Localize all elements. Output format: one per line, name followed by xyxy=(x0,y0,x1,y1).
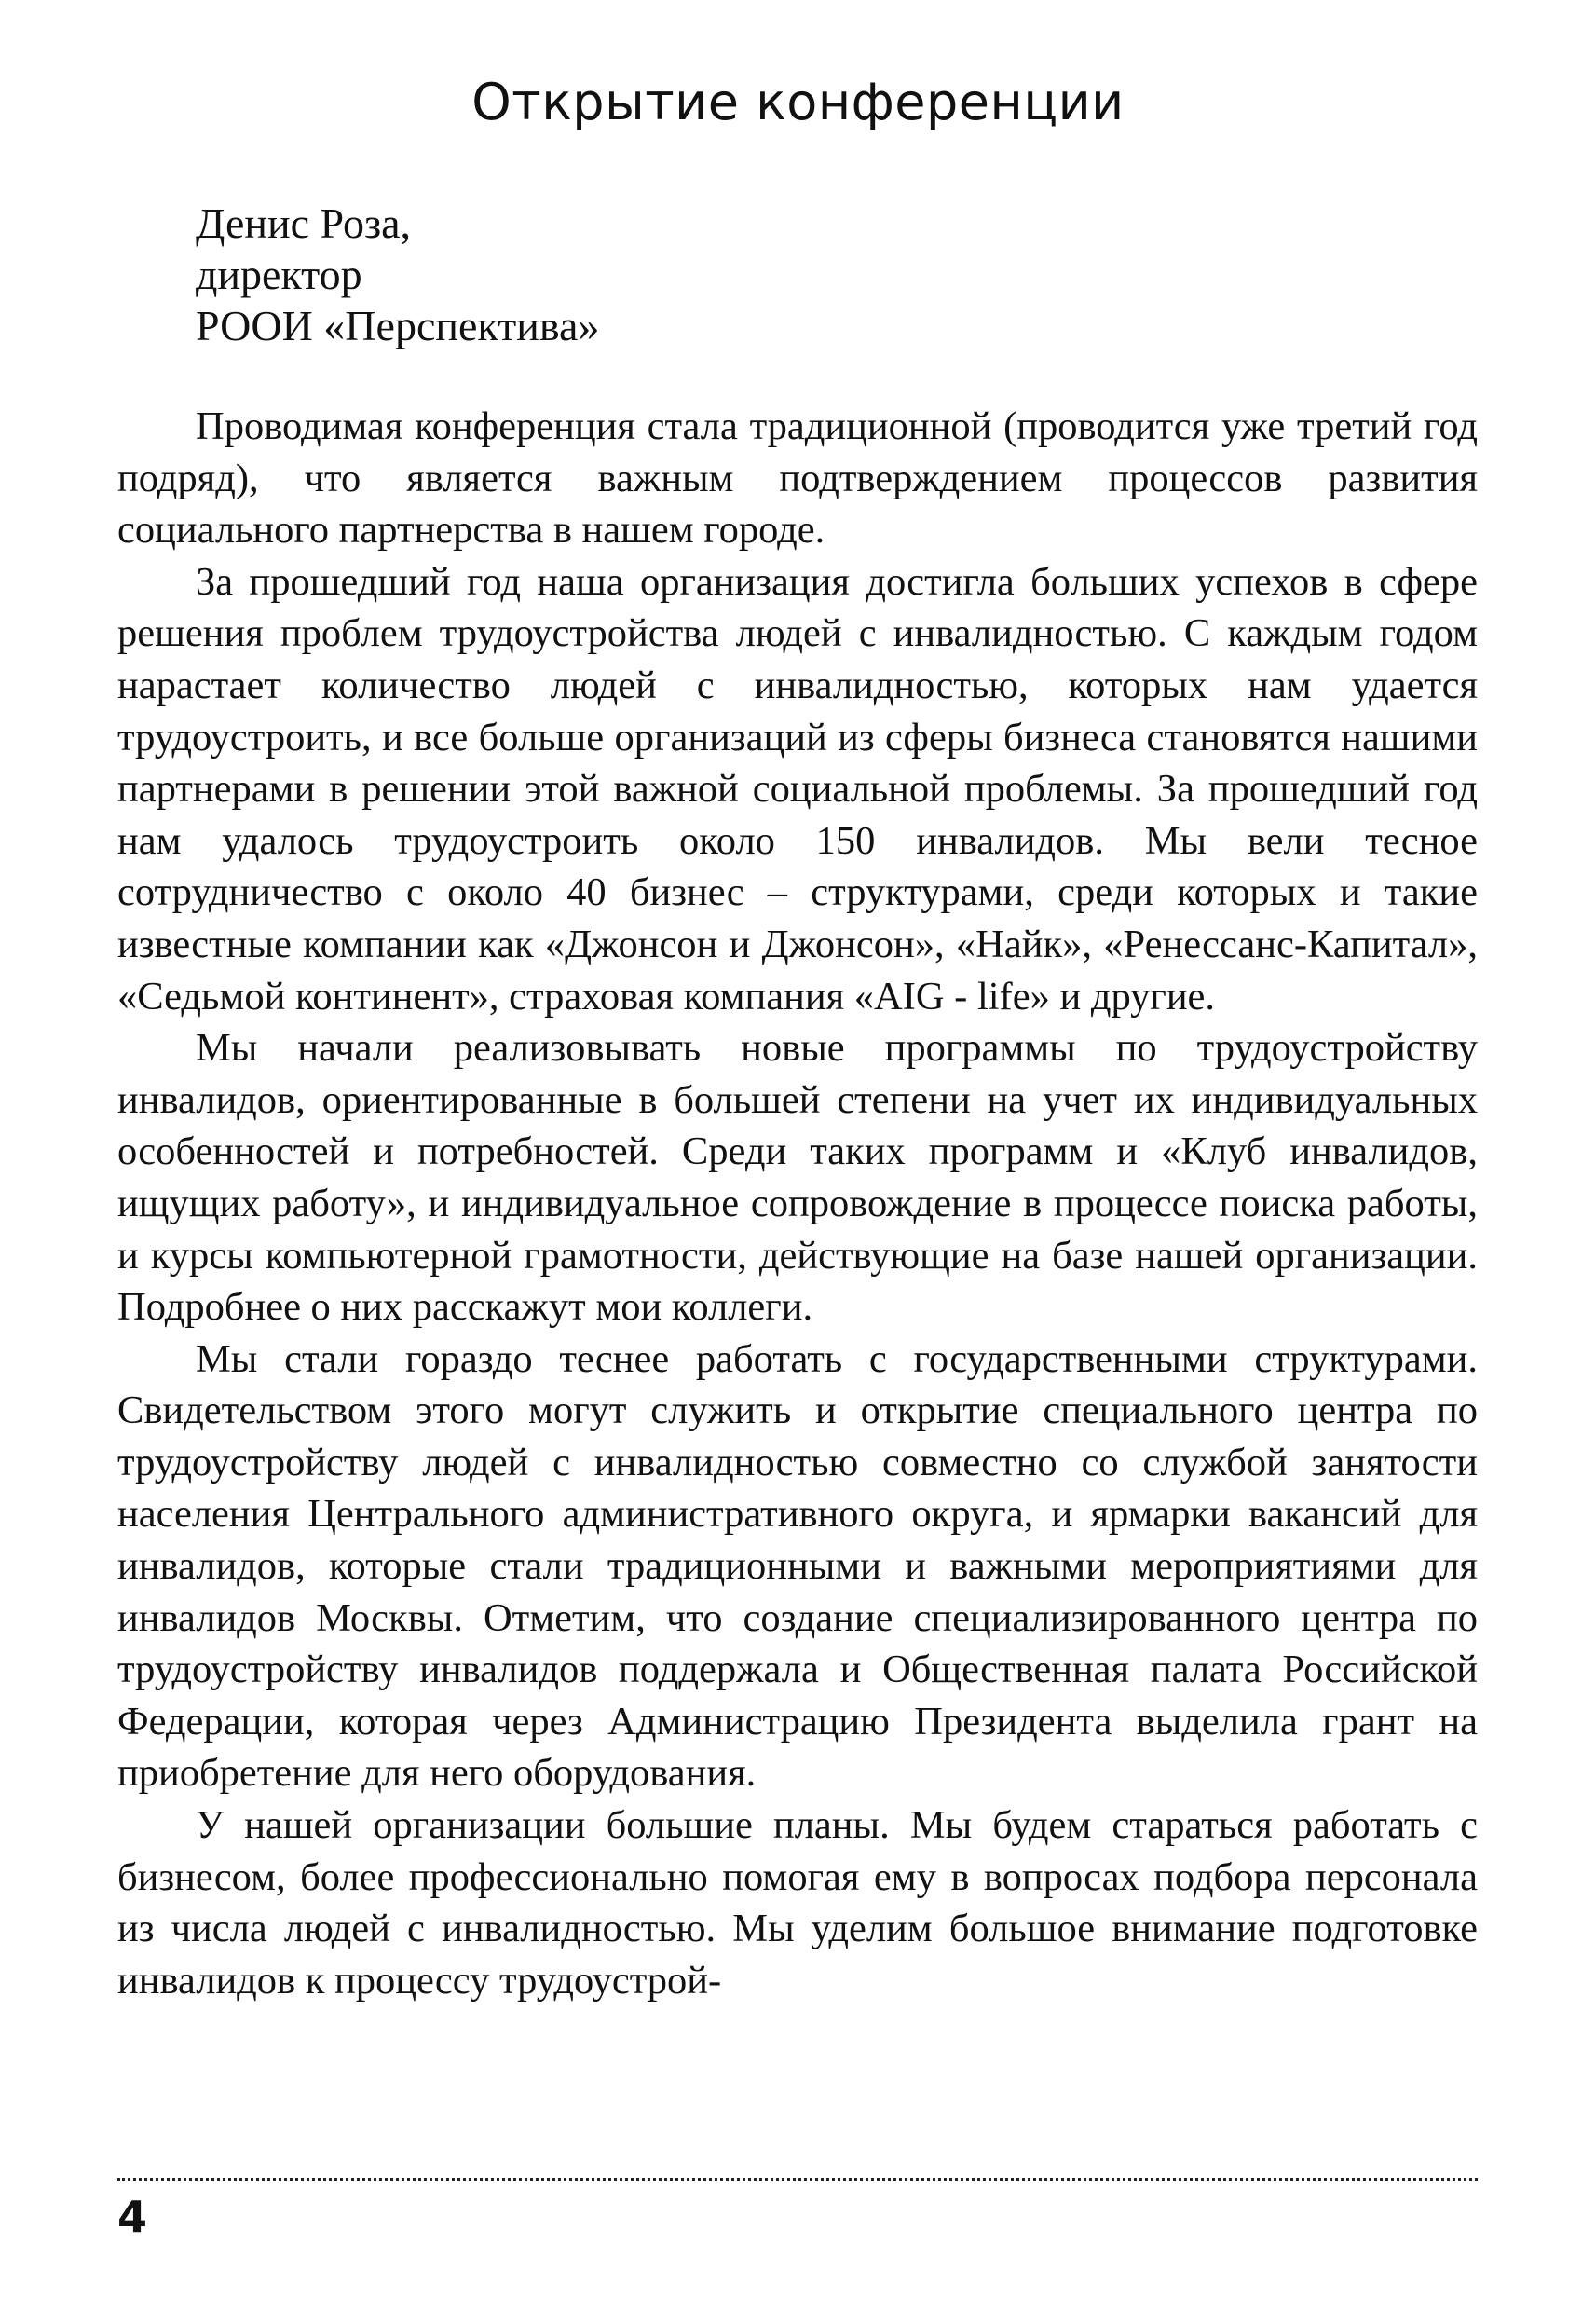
author-name: Денис Роза, xyxy=(196,199,412,247)
paragraph: За прошедший год наша организация достигла больших успехов в сфере решения проблем трудоустройства людей с инвалидностью. С каждым годом нарастает количество людей с инвалидностью, которых нам удается трудоустроить, и все больше организаций из сферы бизнеса становятся нашими партнерами в решении этой важной социальной проблемы. За прошедший год нам удалось трудоустроить около 150 инвалидов. Мы вели тесное сотрудничество с около 40 бизнес – структурами, среди которых и такие известные компании как «Джонсон и Джонсон», «Найк», «Ренессанс-Капитал», «Седьмой континент», страховая компания «AIG - life» и другие. xyxy=(117,559,1478,1019)
author-block xyxy=(196,198,599,351)
body-text xyxy=(117,401,1478,2006)
footer-divider xyxy=(117,2178,1478,2181)
paragraph: Мы стали гораздо теснее работать с государственными структурами. Свидетельством этого могут служить и открытие специального центра по трудоустройству людей с инвалидностью совместно со службой занятости населения Центрального административного округа, и ярмарки вакансий для инвалидов, которые стали традиционными и важными мероприятиями для инвалидов Москвы. Отметим, что создание специализированного центра по трудоустройству инвалидов поддержала и Общественная палата Российской Федерации, которая через Администрацию Президента выделила грант на приобретение для него оборудования. xyxy=(117,1336,1478,1796)
paragraph: Проводимая конференция стала традиционной (проводится уже третий год подряд), что является важным подтверждением процессов развития социального партнерства в нашем городе. xyxy=(117,404,1478,553)
paragraph: У нашей организации большие планы. Мы будем стараться работать с бизнесом, более профессионально помогая ему в вопросах подбора персонала из числа людей с инвалидностью. Мы уделим большое внимание подготовке инвалидов к процессу трудоустрой- xyxy=(117,1803,1478,2003)
page-title: Открытие конференции xyxy=(471,73,1125,131)
page-number: 4 xyxy=(117,2192,148,2242)
author-position: директор xyxy=(196,251,362,298)
author-organization: РООИ «Перспектива» xyxy=(196,302,600,349)
paragraph: Мы начали реализовывать новые программы по трудоустройству инвалидов, ориентированные в большей степени на учет их индивидуальных особенностей и потребностей. Среди таких программ и «Клуб инвалидов, ищущих работу», и индивидуальное сопровождение в процессе поиска работы, и курсы компьютерной грамотности, действующие на базе нашей организации. Подробнее о них расскажут мои коллеги. xyxy=(117,1026,1478,1330)
